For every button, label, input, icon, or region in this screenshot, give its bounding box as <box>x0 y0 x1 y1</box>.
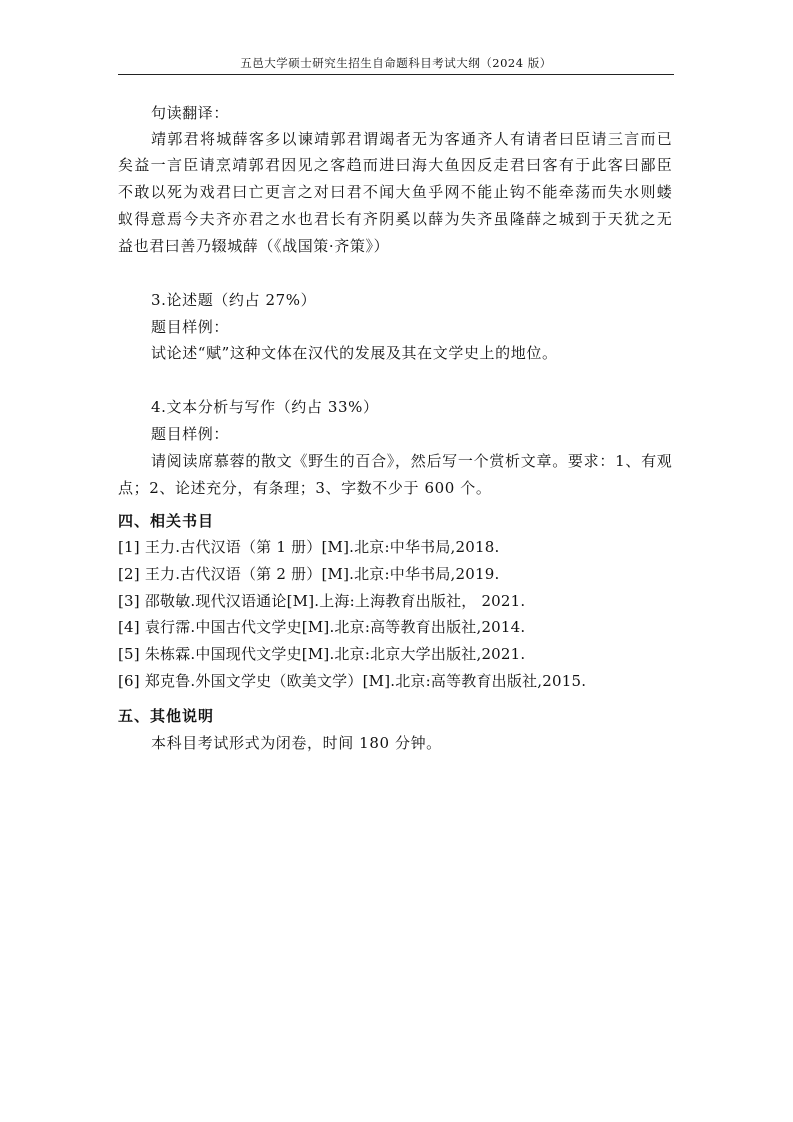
essay-sample-label: 题目样例： <box>151 318 230 336</box>
reference-item: [3] 邵敬敏.现代汉语通论[M].上海:上海教育出版社， 2021. <box>118 592 526 610</box>
analysis-section-title: 4.文本分析与写作（约占 33%） <box>151 398 379 416</box>
passage-line-4: 蚁得意焉今夫齐亦君之水也君长有齐阴奚以薛为失齐虽隆薛之城到于天犹之无 <box>118 210 672 228</box>
reference-item: [4] 袁行霈.中国古代文学史[M].北京:高等教育出版社,2014. <box>118 618 526 636</box>
passage-line-1: 靖郭君将城薛客多以谏靖郭君谓竭者无为客通齐人有请者曰臣请三言而已 <box>151 130 672 148</box>
other-notes-text: 本科目考试形式为闭卷，时间 180 分钟。 <box>151 734 442 752</box>
passage-line-2: 矣益一言臣请烹靖郭君因见之客趋而进曰海大鱼因反走君曰客有于此客曰鄙臣 <box>118 156 672 174</box>
passage-line-5: 益也君曰善乃辍城薛（《战国策·齐策》） <box>118 237 390 255</box>
reference-item: [2] 王力.古代汉语（第 2 册）[M].北京:中华书局,2019. <box>118 565 500 583</box>
references-heading: 四、相关书目 <box>118 512 215 530</box>
punctuation-task-label: 句读翻译： <box>151 104 230 122</box>
header-divider <box>118 74 674 75</box>
other-notes-heading: 五、其他说明 <box>118 707 215 725</box>
analysis-sample-line-1: 请阅读席慕蓉的散文《野生的百合》，然后写一个赏析文章。要求：1、有观 <box>151 452 672 470</box>
document-header: 五邑大学硕士研究生招生自命题科目考试大纲（2024 版） <box>240 56 552 70</box>
essay-section-title: 3.论述题（约占 27%） <box>151 291 317 309</box>
passage-line-3: 不敢以死为戏君曰亡更言之对曰君不闻大鱼乎网不能止钩不能牵荡而失水则蝼 <box>118 183 672 201</box>
analysis-sample-line-2: 点；2、论述充分，有条理；3、字数不少于 600 个。 <box>118 479 492 497</box>
essay-sample-question: 试论述“赋”这种文体在汉代的发展及其在文学史上的地位。 <box>151 344 558 362</box>
reference-item: [6] 郑克鲁.外国文学史（欧美文学）[M].北京:高等教育出版社,2015. <box>118 672 587 690</box>
reference-item: [1] 王力.古代汉语（第 1 册）[M].北京:中华书局,2018. <box>118 538 500 556</box>
reference-item: [5] 朱栋霖.中国现代文学史[M].北京:北京大学出版社,2021. <box>118 645 526 663</box>
analysis-sample-label: 题目样例： <box>151 425 230 443</box>
